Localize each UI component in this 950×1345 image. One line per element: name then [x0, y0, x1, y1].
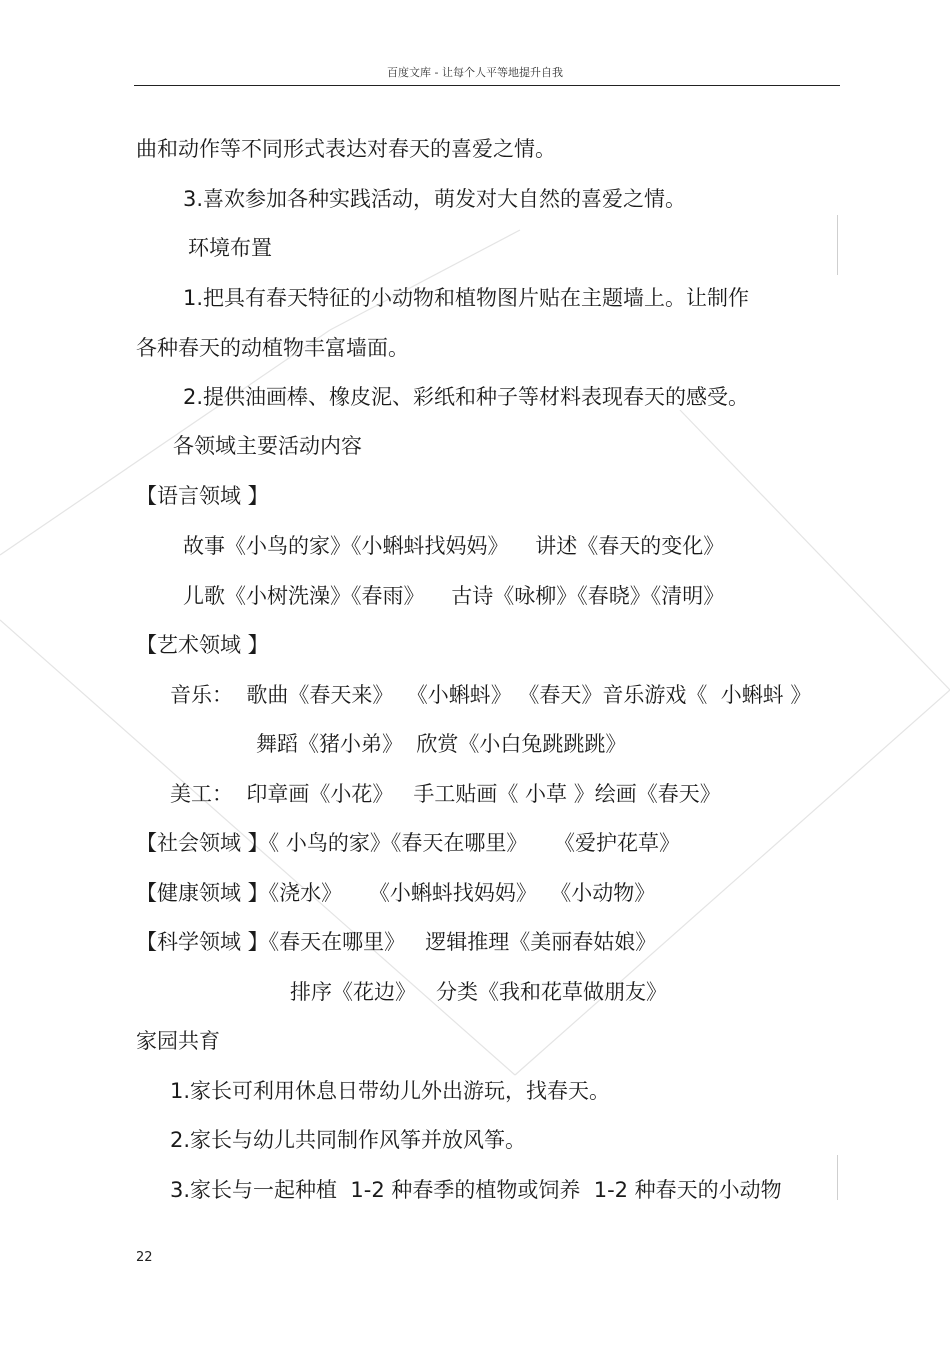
domain-heading: 【科学领域 】《春天在哪里》 逻辑推理《美丽春姑娘》: [136, 930, 657, 954]
body-line: 曲和动作等不同形式表达对春天的喜爱之情。: [136, 137, 556, 161]
activity-line: 美工： 印章画《小花》 手工贴画《 小草 》绘画《春天》: [170, 782, 721, 806]
page-number: 22: [136, 1250, 153, 1265]
body-line: 1.家长可利用休息日带幼儿外出游玩，找春天。: [170, 1079, 611, 1103]
body-line: 各种春天的动植物丰富墙面。: [136, 336, 409, 360]
activity-line: 排序《花边》 分类《我和花草做朋友》: [290, 980, 668, 1004]
domain-heading: 【艺术领域 】: [136, 633, 269, 657]
section-heading: 各领域主要活动内容: [173, 434, 362, 458]
domain-heading: 【社会领域 】《 小鸟的家》《春天在哪里》 《爱护花草》: [136, 831, 681, 855]
domain-heading: 【健康领域 】《浇水》 《小蝌蚪找妈妈》 《小动物》: [136, 881, 656, 905]
activity-line: 故事《小鸟的家》《小蝌蚪找妈妈》 讲述《春天的变化》: [183, 534, 725, 558]
body-line: 3.家长与一起种植 1-2 种春季的植物或饲养 1-2 种春天的小动物: [170, 1178, 782, 1202]
activity-line: 舞蹈《猪小弟》 欣赏《小白兔跳跳跳》: [256, 732, 627, 756]
activity-line: 音乐： 歌曲《春天来》 《小蝌蚪》 《春天》音乐游戏《 小蝌蚪 》: [170, 683, 812, 707]
body-line: 2.家长与幼儿共同制作风筝并放风筝。: [170, 1128, 527, 1152]
domain-heading: 【语言领域 】: [136, 484, 269, 508]
page-header: 百度文库 - 让每个人平等地提升自我: [387, 66, 563, 79]
body-line: 1.把具有春天特征的小动物和植物图片贴在主题墙上。让制作: [183, 286, 750, 310]
header-rule: [134, 85, 840, 86]
section-heading: 环境布置: [188, 236, 272, 260]
section-heading: 家园共育: [136, 1029, 220, 1053]
right-edge-mark: [837, 215, 838, 275]
body-line: 2.提供油画棒、橡皮泥、彩纸和种子等材料表现春天的感受。: [183, 385, 750, 409]
right-edge-mark: [837, 1155, 838, 1200]
activity-line: 儿歌《小树洗澡》《春雨》 古诗《咏柳》《春晓》《清明》: [183, 584, 725, 608]
body-line: 3.喜欢参加各种实践活动，萌发对大自然的喜爱之情。: [183, 187, 687, 211]
